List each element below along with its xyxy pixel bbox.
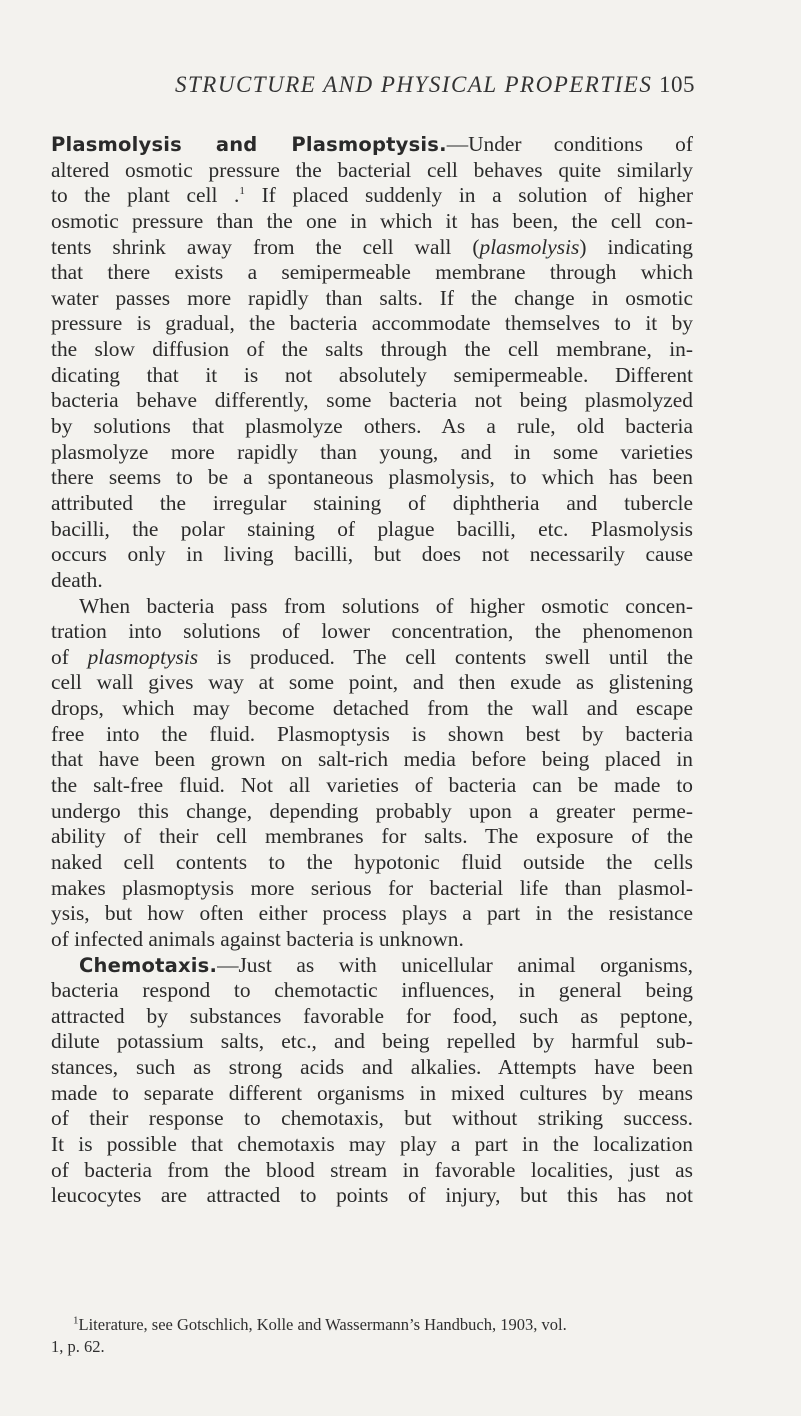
text-line: It is possible that chemotaxis may play a part in the localization <box>51 1131 693 1156</box>
footnotes <box>51 1314 693 1357</box>
section-heading-plasmolysis: Plasmolysis and Plasmoptysis. <box>51 133 447 156</box>
term-plasmolysis: plasmolysis <box>479 234 580 259</box>
text-line: that have been grown on salt-rich media before being placed in <box>51 747 693 772</box>
text-line: When bacteria pass from solutions of higher osmotic concen- <box>79 593 693 618</box>
text-line: plasmolyze more rapidly than young, and in some varieties <box>51 439 693 464</box>
text-line: of their response to chemotaxis, but without striking success. <box>51 1106 693 1131</box>
text-line: leucocytes are attracted to points of injury, but this has not <box>51 1183 693 1208</box>
footnote-marker: 1 <box>73 1314 79 1327</box>
text-line: that there exists a semipermeable membrane through which <box>51 260 693 285</box>
section-heading-chemotaxis: Chemotaxis. <box>79 953 218 977</box>
text-line: tration into solutions of lower concentration, the phenomenon <box>51 619 693 644</box>
text-line: Plasmolysis and Plasmoptysis.—Under conditions of <box>51 132 693 156</box>
text-line: free into the fluid. Plasmoptysis is shown best by bacteria <box>51 721 693 746</box>
text-line: bacteria respond to chemotactic influences, in general being <box>51 978 693 1003</box>
text-line: of infected animals against bacteria is unknown. <box>51 926 464 951</box>
text-line: dicating that it is not absolutely semipermeable. Different <box>51 362 693 387</box>
text-line: bacteria behave differently, some bacteria not being plasmolyzed <box>51 388 693 413</box>
running-head <box>175 72 695 106</box>
text-line: made to separate different organisms in mixed cultures by means <box>51 1080 693 1105</box>
body-text <box>51 132 693 1209</box>
page-number: 105 <box>659 72 695 97</box>
text-line: makes plasmoptysis more serious for bacterial life than plasmol- <box>51 875 693 900</box>
text-line: tents shrink away from the cell wall (plasmolysis) indicating <box>51 234 693 259</box>
text-line: the salt-free fluid. Not all varieties of bacteria can be made to <box>51 773 693 798</box>
text-line: occurs only in living bacilli, but does not necessarily cause <box>51 542 693 567</box>
text-line: pressure is gradual, the bacteria accommodate themselves to it by <box>51 311 693 336</box>
text-line: the slow diffusion of the salts through the cell membrane, in- <box>51 337 693 362</box>
text-line: osmotic pressure than the one in which it has been, the cell con- <box>51 208 693 233</box>
text-line: to the plant cell .$^1$ If placed suddenly in a solution of higher <box>51 183 693 208</box>
term-plasmoptysis: plasmoptysis <box>87 644 199 669</box>
text-line: by solutions that plasmolyze others. As a rule, old bacteria <box>51 414 693 439</box>
text-line: Chemotaxis.—Just as with unicellular animal organisms, <box>79 952 693 977</box>
text-line: dilute potassium salts, etc., and being repelled by harmful sub- <box>51 1029 693 1054</box>
text-line: water passes more rapidly than salts. If the change in osmotic <box>51 285 693 310</box>
text-line: there seems to be a spontaneous plasmolysis, to which has been <box>51 465 693 490</box>
footnote-ref: 1 <box>239 185 245 198</box>
footnote-continuation: 1, p. 62. <box>51 1336 105 1356</box>
text-line: undergo this change, depending probably upon a greater perme- <box>51 798 693 823</box>
text-line: attributed the irregular staining of diphtheria and tubercle <box>51 490 693 515</box>
text-line: naked cell contents to the hypotonic fluid outside the cells <box>51 849 693 874</box>
footnote: $^1$Literature, see Gotschlich, Kolle and Wassermann’s Handbuch, 1903, vol. <box>73 1314 567 1334</box>
text-line: attracted by substances favorable for food, such as peptone, <box>51 1003 693 1028</box>
text-line: ability of their cell membranes for salts. The exposure of the <box>51 824 693 849</box>
text-line: death. <box>51 567 103 592</box>
text-line: bacilli, the polar staining of plague bacilli, etc. Plasmolysis <box>51 516 693 541</box>
text-line: drops, which may become detached from the wall and escape <box>51 696 693 721</box>
text-line: ysis, but how often either process plays a part in the resistance <box>51 901 693 926</box>
text-line: stances, such as strong acids and alkalies. Attempts have been <box>51 1055 693 1080</box>
text-line: of plasmoptysis is produced. The cell contents swell until the <box>51 644 693 669</box>
text-line: altered osmotic pressure the bacterial cell behaves quite similarly <box>51 157 693 182</box>
running-title: STRUCTURE AND PHYSICAL PROPERTIES <box>175 72 653 97</box>
text-line: cell wall gives way at some point, and then exude as glistening <box>51 670 693 695</box>
text-line: of bacteria from the blood stream in favorable localities, just as <box>51 1157 693 1182</box>
